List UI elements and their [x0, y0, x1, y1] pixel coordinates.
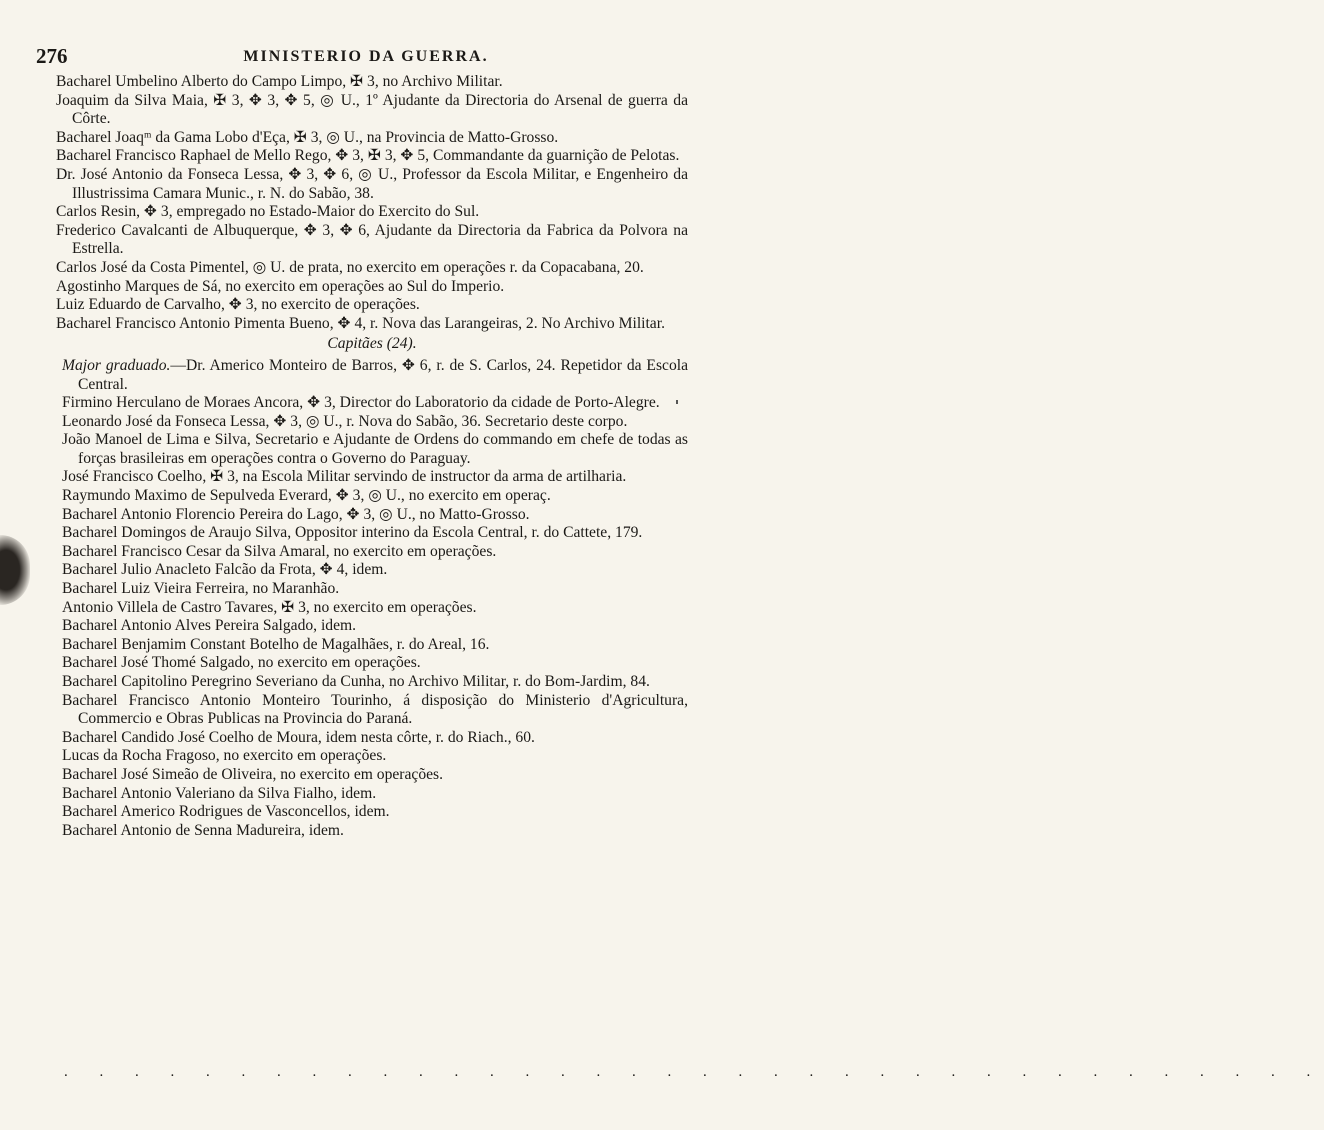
section-heading: Capitães (24). — [327, 335, 417, 353]
rank-label: Major graduado. — [62, 356, 171, 374]
list-item: João Manoel de Lima e Silva, Secretario e Ajudante de Ordens do commando em chefe de todas as forças brasileiras em operações contra o Governo do Paraguay. — [62, 431, 688, 467]
list-item: Bacharel Francisco Cesar da Silva Amaral, no exercito em operações. — [62, 542, 497, 560]
list-item: Bacharel Antonio Valeriano da Silva Fialho, idem. — [62, 784, 377, 802]
list-item: Bacharel Capitolino Peregrino Severiano da Cunha, no Archivo Militar, r. do Bom-Jardim, 84. — [62, 673, 650, 690]
footer-dots: . . . . . . . . . . . . . . . . . . . . . . . . . . . . . . . . . . . . — [64, 1064, 1324, 1080]
list-item: Bacharel Candido José Coelho de Moura, idem nesta côrte, r. do Riach., 60. — [62, 728, 535, 746]
list-item: Bacharel Julio Anacleto Falcão da Frota, ✥ 4, idem. — [62, 561, 388, 579]
list-item: Carlos Resin, ✥ 3, empregado no Estado-Maior do Exercito do Sul. — [56, 203, 480, 221]
list-item: Leonardo José da Fonseca Lessa, ✥ 3, ◎ U., r. Nova do Sabão, 36. Secretario deste corpo. — [62, 412, 628, 430]
list-item: Carlos José da Costa Pimentel, ◎ U. de prata, no exercito em operações r. da Copacabana, 20. — [56, 258, 644, 276]
list-item: José Francisco Coelho, ✠ 3, na Escola Militar servindo de instructor da arma de artilharia. — [62, 468, 627, 486]
body-text — [56, 73, 688, 840]
list-item: Bacharel Domingos de Araujo Silva, Oppositor interino da Escola Central, r. do Cattete, 179. — [62, 524, 643, 542]
first-captain-text: —Dr. Americo Monteiro de Barros, ✥ 6, r. de S. Carlos, 24. Repetidor da Escola Central. — [78, 356, 688, 393]
list-item: Bacharel Americo Rodrigues de Vasconcellos, idem. — [62, 803, 390, 821]
list-item: Firmino Herculano de Moraes Ancora, ✥ 3, Director do Laboratorio da cidade de Porto-Alegre. — [62, 394, 660, 412]
list-item: Agostinho Marques de Sá, no exercito em operações ao Sul do Imperio. — [56, 277, 505, 295]
list-item: Antonio Villela de Castro Tavares, ✠ 3, no exercito em operações. — [62, 598, 477, 616]
page-header — [36, 44, 696, 68]
list-item: Frederico Cavalcanti de Albuquerque, ✥ 3, ✥ 6, Ajudante da Directoria da Fabrica da Polvora na Estrella. — [56, 221, 688, 258]
entries-list-2 — [56, 357, 688, 840]
list-item: Bacharel Umbelino Alberto do Campo Limpo, ✠ 3, no Archivo Militar. — [56, 73, 503, 90]
list-item: Bacharel Francisco Raphael de Mello Rego, ✥ 3, ✠ 3, ✥ 5, Commandante da guarnição de Pelotas. — [56, 147, 680, 165]
list-item: Bacharel Joaqᵐ da Gama Lobo d'Eça, ✠ 3, ◎ U., na Provincia de Matto-Grosso. — [56, 128, 559, 146]
list-item: Bacharel Francisco Antonio Pimenta Bueno, ✥ 4, r. Nova das Larangeiras, 2. No Archivo Militar. — [56, 314, 665, 332]
list-item: Bacharel Antonio Alves Pereira Salgado, idem. — [62, 617, 357, 635]
list-item: Bacharel José Simeão de Oliveira, no exercito em operações. — [62, 765, 444, 783]
list-item: Dr. José Antonio da Fonseca Lessa, ✥ 3, ✥ 6, ◎ U., Professor da Escola Militar, e Engenheiro da Illustrissima Camara Munic., r. N. do Sabão, 38. — [56, 165, 688, 202]
list-item: Bacharel Antonio de Senna Madureira, idem. — [62, 821, 344, 839]
list-item: Luiz Eduardo de Carvalho, ✥ 3, no exercito de operações. — [56, 296, 420, 314]
list-item: Bacharel José Thomé Salgado, no exercito em operações. — [62, 654, 421, 672]
list-item: Joaquim da Silva Maia, ✠ 3, ✥ 3, ✥ 5, ◎ U., 1º Ajudante da Directoria do Arsenal de guerra da Côrte. — [56, 91, 688, 128]
list-item: Bacharel Luiz Vieira Ferreira, no Maranhão. — [62, 580, 340, 598]
binding-shadow — [0, 535, 30, 605]
page-number: 276 — [36, 44, 68, 68]
entries-list-1 — [56, 73, 688, 333]
list-item: Bacharel Antonio Florencio Pereira do Lago, ✥ 3, ◎ U., no Matto-Grosso. — [62, 505, 530, 523]
list-item-first-captain — [62, 357, 688, 394]
list-item: Bacharel Francisco Antonio Monteiro Tourinho, á disposição do Ministerio d'Agricultura, Commercio e Obras Publicas na Provincia do Paraná. — [62, 691, 688, 728]
list-item: Raymundo Maximo de Sepulveda Everard, ✥ 3, ◎ U., no exercito em operaç. — [62, 487, 551, 505]
list-item: Bacharel Benjamim Constant Botelho de Magalhães, r. do Areal, 16. — [62, 635, 490, 653]
running-title: MINISTERIO DA GUERRA. — [243, 48, 489, 65]
list-item: Lucas da Rocha Fragoso, no exercito em operações. — [62, 747, 387, 765]
